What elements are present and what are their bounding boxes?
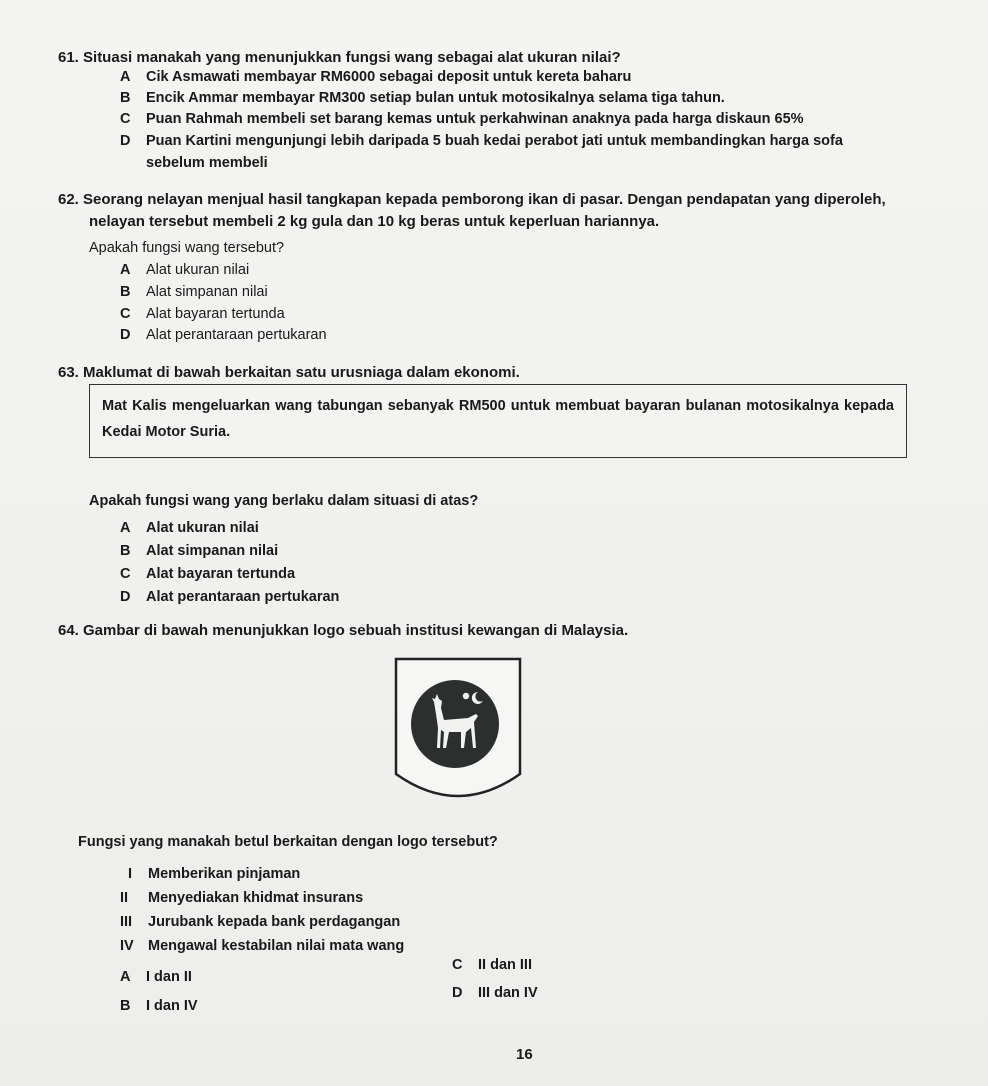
question-63-ask: Apakah fungsi wang yang berlaku dalam situasi di atas?: [89, 493, 479, 509]
question-62-stem-line1: 62. Seorang nelayan menjual hasil tangkapan kepada pemborong ikan di pasar. Dengan pendapatan yang diperoleh,: [58, 191, 886, 208]
q64-statement-iv: [120, 936, 404, 956]
statement-text: Memberikan pinjaman: [148, 866, 301, 882]
q61-option-c[interactable]: [120, 109, 804, 129]
option-text: Puan Kartini mengunjungi lebih daripada 5 buah kedai perabot jati untuk membandingkan harga sofa: [146, 133, 843, 149]
option-key: C: [120, 566, 131, 582]
question-61-stem: 61. Situasi manakah yang menunjukkan fungsi wang sebagai alat ukuran nilai?: [58, 49, 621, 66]
page-number: 16: [516, 1046, 533, 1063]
question-64-stem: 64. Gambar di bawah menunjukkan logo sebuah institusi kewangan di Malaysia.: [58, 622, 629, 639]
option-key: D: [120, 589, 131, 605]
option-text: Alat bayaran tertunda: [146, 566, 296, 582]
option-key: C: [120, 306, 131, 322]
option-key: A: [120, 262, 131, 278]
option-key: A: [120, 520, 131, 536]
q64-statement-ii: [120, 888, 363, 908]
option-key: C: [452, 957, 463, 973]
q61-option-d[interactable]: [120, 131, 843, 151]
q64-option-c[interactable]: [452, 955, 532, 975]
statement-text: Jurubank kepada bank perdagangan: [148, 914, 401, 930]
kancil-shield-logo-icon: [394, 656, 524, 806]
statement-key: I: [128, 866, 133, 882]
q61-option-b[interactable]: [120, 88, 725, 108]
statement-key: IV: [120, 938, 134, 954]
q64-option-d[interactable]: [452, 983, 538, 1003]
option-text: Alat simpanan nilai: [146, 543, 279, 559]
option-key: D: [452, 985, 463, 1001]
option-key: B: [120, 998, 131, 1014]
option-text: Alat simpanan nilai: [146, 284, 268, 300]
option-text: I dan II: [146, 969, 192, 985]
q62-option-c[interactable]: [120, 304, 285, 324]
option-text: Cik Asmawati membayar RM6000 sebagai deposit untuk kereta baharu: [146, 69, 632, 85]
question-63-stem: 63. Maklumat di bawah berkaitan satu urusniaga dalam ekonomi.: [58, 364, 520, 381]
statement-text: Menyediakan khidmat insurans: [148, 890, 364, 906]
option-text: I dan IV: [146, 998, 198, 1014]
statement-key: II: [120, 890, 129, 906]
q61-option-d-continuation: sebelum membeli: [146, 155, 268, 171]
option-key: A: [120, 969, 131, 985]
option-key: D: [120, 327, 131, 343]
q64-statement-i: [128, 864, 300, 884]
option-key: B: [120, 543, 131, 559]
option-text: Alat perantaraan pertukaran: [146, 589, 340, 605]
option-text: Alat perantaraan pertukaran: [146, 327, 327, 343]
option-text: III dan IV: [478, 985, 538, 1001]
q63-option-a[interactable]: [120, 518, 259, 538]
option-key: C: [120, 111, 131, 127]
q63-option-b[interactable]: [120, 541, 278, 561]
option-key: D: [120, 133, 131, 149]
option-text: Alat bayaran tertunda: [146, 306, 285, 322]
option-text: Alat ukuran nilai: [146, 520, 259, 536]
q61-option-a[interactable]: [120, 67, 631, 87]
q63-option-c[interactable]: [120, 564, 295, 584]
q62-option-d[interactable]: [120, 325, 327, 345]
option-key: B: [120, 284, 131, 300]
question-64-ask: Fungsi yang manakah betul berkaitan dengan logo tersebut?: [78, 834, 498, 850]
question-62-stem-line2: nelayan tersebut membeli 2 kg gula dan 10 kg beras untuk keperluan hariannya.: [89, 213, 660, 230]
q62-option-a[interactable]: [120, 260, 249, 280]
q64-option-a[interactable]: [120, 967, 192, 987]
statement-text: Mengawal kestabilan nilai mata wang: [148, 938, 405, 954]
statement-key: III: [120, 914, 133, 930]
q63-option-d[interactable]: [120, 587, 339, 607]
q64-statement-iii: [120, 912, 400, 932]
q62-option-b[interactable]: [120, 282, 268, 302]
question-62-ask: Apakah fungsi wang tersebut?: [89, 240, 285, 256]
option-text: Alat ukuran nilai: [146, 262, 250, 278]
option-key: A: [120, 69, 131, 85]
option-key: B: [120, 90, 131, 106]
q63-info-box: Mat Kalis mengeluarkan wang tabungan sebanyak RM500 untuk membuat bayaran bulanan motosikalnya kepada Kedai Motor Suria.: [89, 384, 907, 458]
option-text: II dan III: [478, 957, 532, 973]
q64-option-b[interactable]: [120, 996, 198, 1016]
option-text: Encik Ammar membayar RM300 setiap bulan untuk motosikalnya selama tiga tahun.: [146, 90, 725, 106]
option-text: Puan Rahmah membeli set barang kemas untuk perkahwinan anaknya pada harga diskaun 65%: [146, 111, 804, 127]
